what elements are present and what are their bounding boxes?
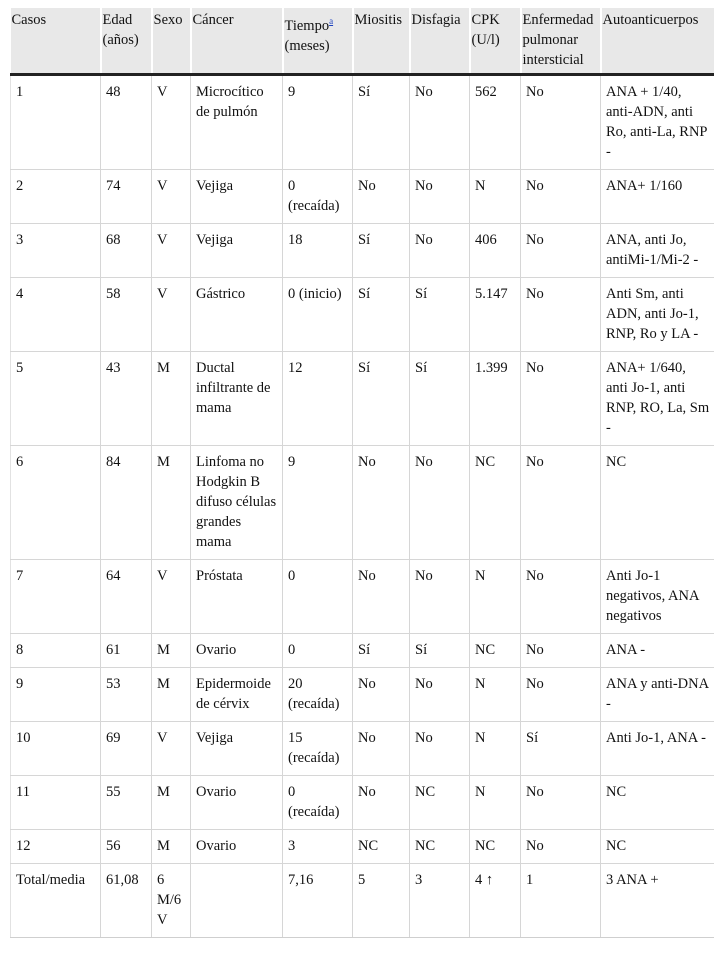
- cell-miositis: No: [353, 776, 410, 830]
- header-sexo: Sexo: [152, 8, 191, 75]
- cell-edad: 84: [101, 446, 152, 560]
- cell-epi: No: [521, 352, 601, 446]
- cell-epi: 1: [521, 864, 601, 938]
- cell-auto: ANA+ 1/640, anti Jo-1, anti RNP, RO, La, Sm -: [601, 352, 714, 446]
- cell-miositis: Sí: [353, 75, 410, 170]
- cell-caso: 4: [11, 278, 101, 352]
- cell-cancer: Vejiga: [191, 224, 283, 278]
- table-row: [11, 352, 714, 446]
- cell-sexo: M: [152, 446, 191, 560]
- table-row: [11, 75, 714, 170]
- cell-edad: 61,08: [101, 864, 152, 938]
- cell-auto: Anti Jo-1 negativos, ANA negativos: [601, 560, 714, 634]
- cell-caso: 1: [11, 75, 101, 170]
- cell-cancer: Ovario: [191, 634, 283, 668]
- cell-cancer: Ovario: [191, 830, 283, 864]
- cell-disfagia: Sí: [410, 352, 470, 446]
- cell-caso: 10: [11, 722, 101, 776]
- cell-sexo: M: [152, 668, 191, 722]
- cell-cpk: 5.147: [470, 278, 521, 352]
- cell-edad: 61: [101, 634, 152, 668]
- table-row: [11, 634, 714, 668]
- cell-caso: 6: [11, 446, 101, 560]
- cell-cancer: Microcítico de pulmón: [191, 75, 283, 170]
- cell-tiempo: 15 (recaída): [283, 722, 353, 776]
- cell-caso: 12: [11, 830, 101, 864]
- cell-cancer: Epidermoide de cérvix: [191, 668, 283, 722]
- header-row: [11, 8, 714, 75]
- header-casos: Casos: [11, 8, 101, 75]
- cell-cpk: NC: [470, 830, 521, 864]
- cell-caso: 8: [11, 634, 101, 668]
- cell-cancer: Vejiga: [191, 170, 283, 224]
- cell-caso: 2: [11, 170, 101, 224]
- cell-epi: No: [521, 224, 601, 278]
- cell-sexo: 6 M/6 V: [152, 864, 191, 938]
- cell-epi: No: [521, 634, 601, 668]
- cell-miositis: Sí: [353, 278, 410, 352]
- cell-auto: 3 ANA +: [601, 864, 714, 938]
- cell-disfagia: No: [410, 224, 470, 278]
- cell-tiempo: 18: [283, 224, 353, 278]
- table-row: [11, 830, 714, 864]
- cell-edad: 53: [101, 668, 152, 722]
- header-epi: Enfermedad pulmonar intersticial: [521, 8, 601, 75]
- cell-auto: ANA, anti Jo, antiMi-1/Mi-2 -: [601, 224, 714, 278]
- cell-cancer: Vejiga: [191, 722, 283, 776]
- cell-edad: 58: [101, 278, 152, 352]
- cell-auto: ANA+ 1/160: [601, 170, 714, 224]
- cell-auto: ANA y anti-DNA -: [601, 668, 714, 722]
- cell-auto: Anti Jo-1, ANA -: [601, 722, 714, 776]
- cell-miositis: 5: [353, 864, 410, 938]
- table-row: [11, 170, 714, 224]
- cell-epi: No: [521, 446, 601, 560]
- table-row: [11, 668, 714, 722]
- cell-sexo: M: [152, 352, 191, 446]
- cell-cancer: Próstata: [191, 560, 283, 634]
- cell-cpk: 4 ↑: [470, 864, 521, 938]
- cell-miositis: NC: [353, 830, 410, 864]
- cell-edad: 68: [101, 224, 152, 278]
- cell-cpk: N: [470, 560, 521, 634]
- cell-cancer: Gástrico: [191, 278, 283, 352]
- cell-disfagia: NC: [410, 830, 470, 864]
- cell-cpk: N: [470, 170, 521, 224]
- cell-disfagia: No: [410, 75, 470, 170]
- cell-tiempo: 0 (inicio): [283, 278, 353, 352]
- cell-epi: No: [521, 278, 601, 352]
- cell-sexo: M: [152, 830, 191, 864]
- cell-epi: No: [521, 170, 601, 224]
- cases-table: [10, 8, 714, 938]
- cell-tiempo: 3: [283, 830, 353, 864]
- cell-disfagia: No: [410, 668, 470, 722]
- cell-cpk: NC: [470, 634, 521, 668]
- cell-caso: 3: [11, 224, 101, 278]
- cell-edad: 48: [101, 75, 152, 170]
- header-disfagia: Disfagia: [410, 8, 470, 75]
- header-auto: Autoanticuerpos: [601, 8, 714, 75]
- table-row: [11, 722, 714, 776]
- cell-sexo: M: [152, 634, 191, 668]
- cell-tiempo: 0: [283, 560, 353, 634]
- cell-disfagia: NC: [410, 776, 470, 830]
- cell-sexo: V: [152, 278, 191, 352]
- cell-sexo: M: [152, 776, 191, 830]
- cell-miositis: Sí: [353, 634, 410, 668]
- cell-epi: No: [521, 776, 601, 830]
- table-row: [11, 224, 714, 278]
- table-row: [11, 278, 714, 352]
- cell-auto: NC: [601, 830, 714, 864]
- cell-miositis: No: [353, 722, 410, 776]
- cell-auto: ANA + 1/40, anti-ADN, anti Ro, anti-La, RNP -: [601, 75, 714, 170]
- cell-sexo: V: [152, 560, 191, 634]
- cell-miositis: No: [353, 170, 410, 224]
- cell-caso: Total/media: [11, 864, 101, 938]
- cell-auto: NC: [601, 776, 714, 830]
- footnote-link[interactable]: a: [329, 16, 334, 26]
- cell-cpk: 562: [470, 75, 521, 170]
- cell-epi: No: [521, 668, 601, 722]
- table-row: [11, 446, 714, 560]
- table-row: [11, 560, 714, 634]
- cell-miositis: No: [353, 446, 410, 560]
- cell-cpk: NC: [470, 446, 521, 560]
- cell-sexo: V: [152, 75, 191, 170]
- cell-tiempo: 0: [283, 634, 353, 668]
- cell-cancer: Linfoma no Hodgkin B difuso células grandes mama: [191, 446, 283, 560]
- cell-disfagia: Sí: [410, 634, 470, 668]
- cell-tiempo: 12: [283, 352, 353, 446]
- cell-epi: No: [521, 560, 601, 634]
- cell-cpk: N: [470, 776, 521, 830]
- header-cpk: CPK (U/l): [470, 8, 521, 75]
- cell-miositis: Sí: [353, 352, 410, 446]
- cell-miositis: Sí: [353, 224, 410, 278]
- cell-epi: No: [521, 830, 601, 864]
- cell-caso: 7: [11, 560, 101, 634]
- cell-cancer: [191, 864, 283, 938]
- cell-sexo: V: [152, 170, 191, 224]
- cell-edad: 69: [101, 722, 152, 776]
- cell-edad: 43: [101, 352, 152, 446]
- cell-tiempo: 20 (recaída): [283, 668, 353, 722]
- cell-cpk: N: [470, 722, 521, 776]
- header-tiempo: Tiempo$^a$ (meses): [283, 8, 353, 75]
- cell-tiempo: 9: [283, 75, 353, 170]
- cell-miositis: No: [353, 560, 410, 634]
- cell-sexo: V: [152, 224, 191, 278]
- cell-cancer: Ductal infiltrante de mama: [191, 352, 283, 446]
- cell-cpk: 1.399: [470, 352, 521, 446]
- cell-edad: 64: [101, 560, 152, 634]
- cell-auto: NC: [601, 446, 714, 560]
- header-miositis: Miositis: [353, 8, 410, 75]
- cell-tiempo: 0 (recaída): [283, 170, 353, 224]
- cell-tiempo: 7,16: [283, 864, 353, 938]
- cell-auto: ANA -: [601, 634, 714, 668]
- header-cancer: Cáncer: [191, 8, 283, 75]
- table-row: [11, 864, 714, 938]
- cell-disfagia: No: [410, 446, 470, 560]
- cell-disfagia: 3: [410, 864, 470, 938]
- cell-epi: Sí: [521, 722, 601, 776]
- cell-edad: 74: [101, 170, 152, 224]
- cell-caso: 9: [11, 668, 101, 722]
- cell-tiempo: 0 (recaída): [283, 776, 353, 830]
- cell-disfagia: No: [410, 170, 470, 224]
- cell-tiempo: 9: [283, 446, 353, 560]
- cell-edad: 55: [101, 776, 152, 830]
- data-table-container: [10, 8, 713, 938]
- cell-sexo: V: [152, 722, 191, 776]
- cell-disfagia: No: [410, 722, 470, 776]
- table-body: [11, 75, 714, 938]
- cell-caso: 11: [11, 776, 101, 830]
- header-edad: Edad (años): [101, 8, 152, 75]
- cell-miositis: No: [353, 668, 410, 722]
- cell-cancer: Ovario: [191, 776, 283, 830]
- cell-auto: Anti Sm, anti ADN, anti Jo-1, RNP, Ro y LA -: [601, 278, 714, 352]
- table-row: [11, 776, 714, 830]
- cell-disfagia: No: [410, 560, 470, 634]
- cell-edad: 56: [101, 830, 152, 864]
- cell-caso: 5: [11, 352, 101, 446]
- cell-cpk: N: [470, 668, 521, 722]
- cell-epi: No: [521, 75, 601, 170]
- cell-cpk: 406: [470, 224, 521, 278]
- cell-disfagia: Sí: [410, 278, 470, 352]
